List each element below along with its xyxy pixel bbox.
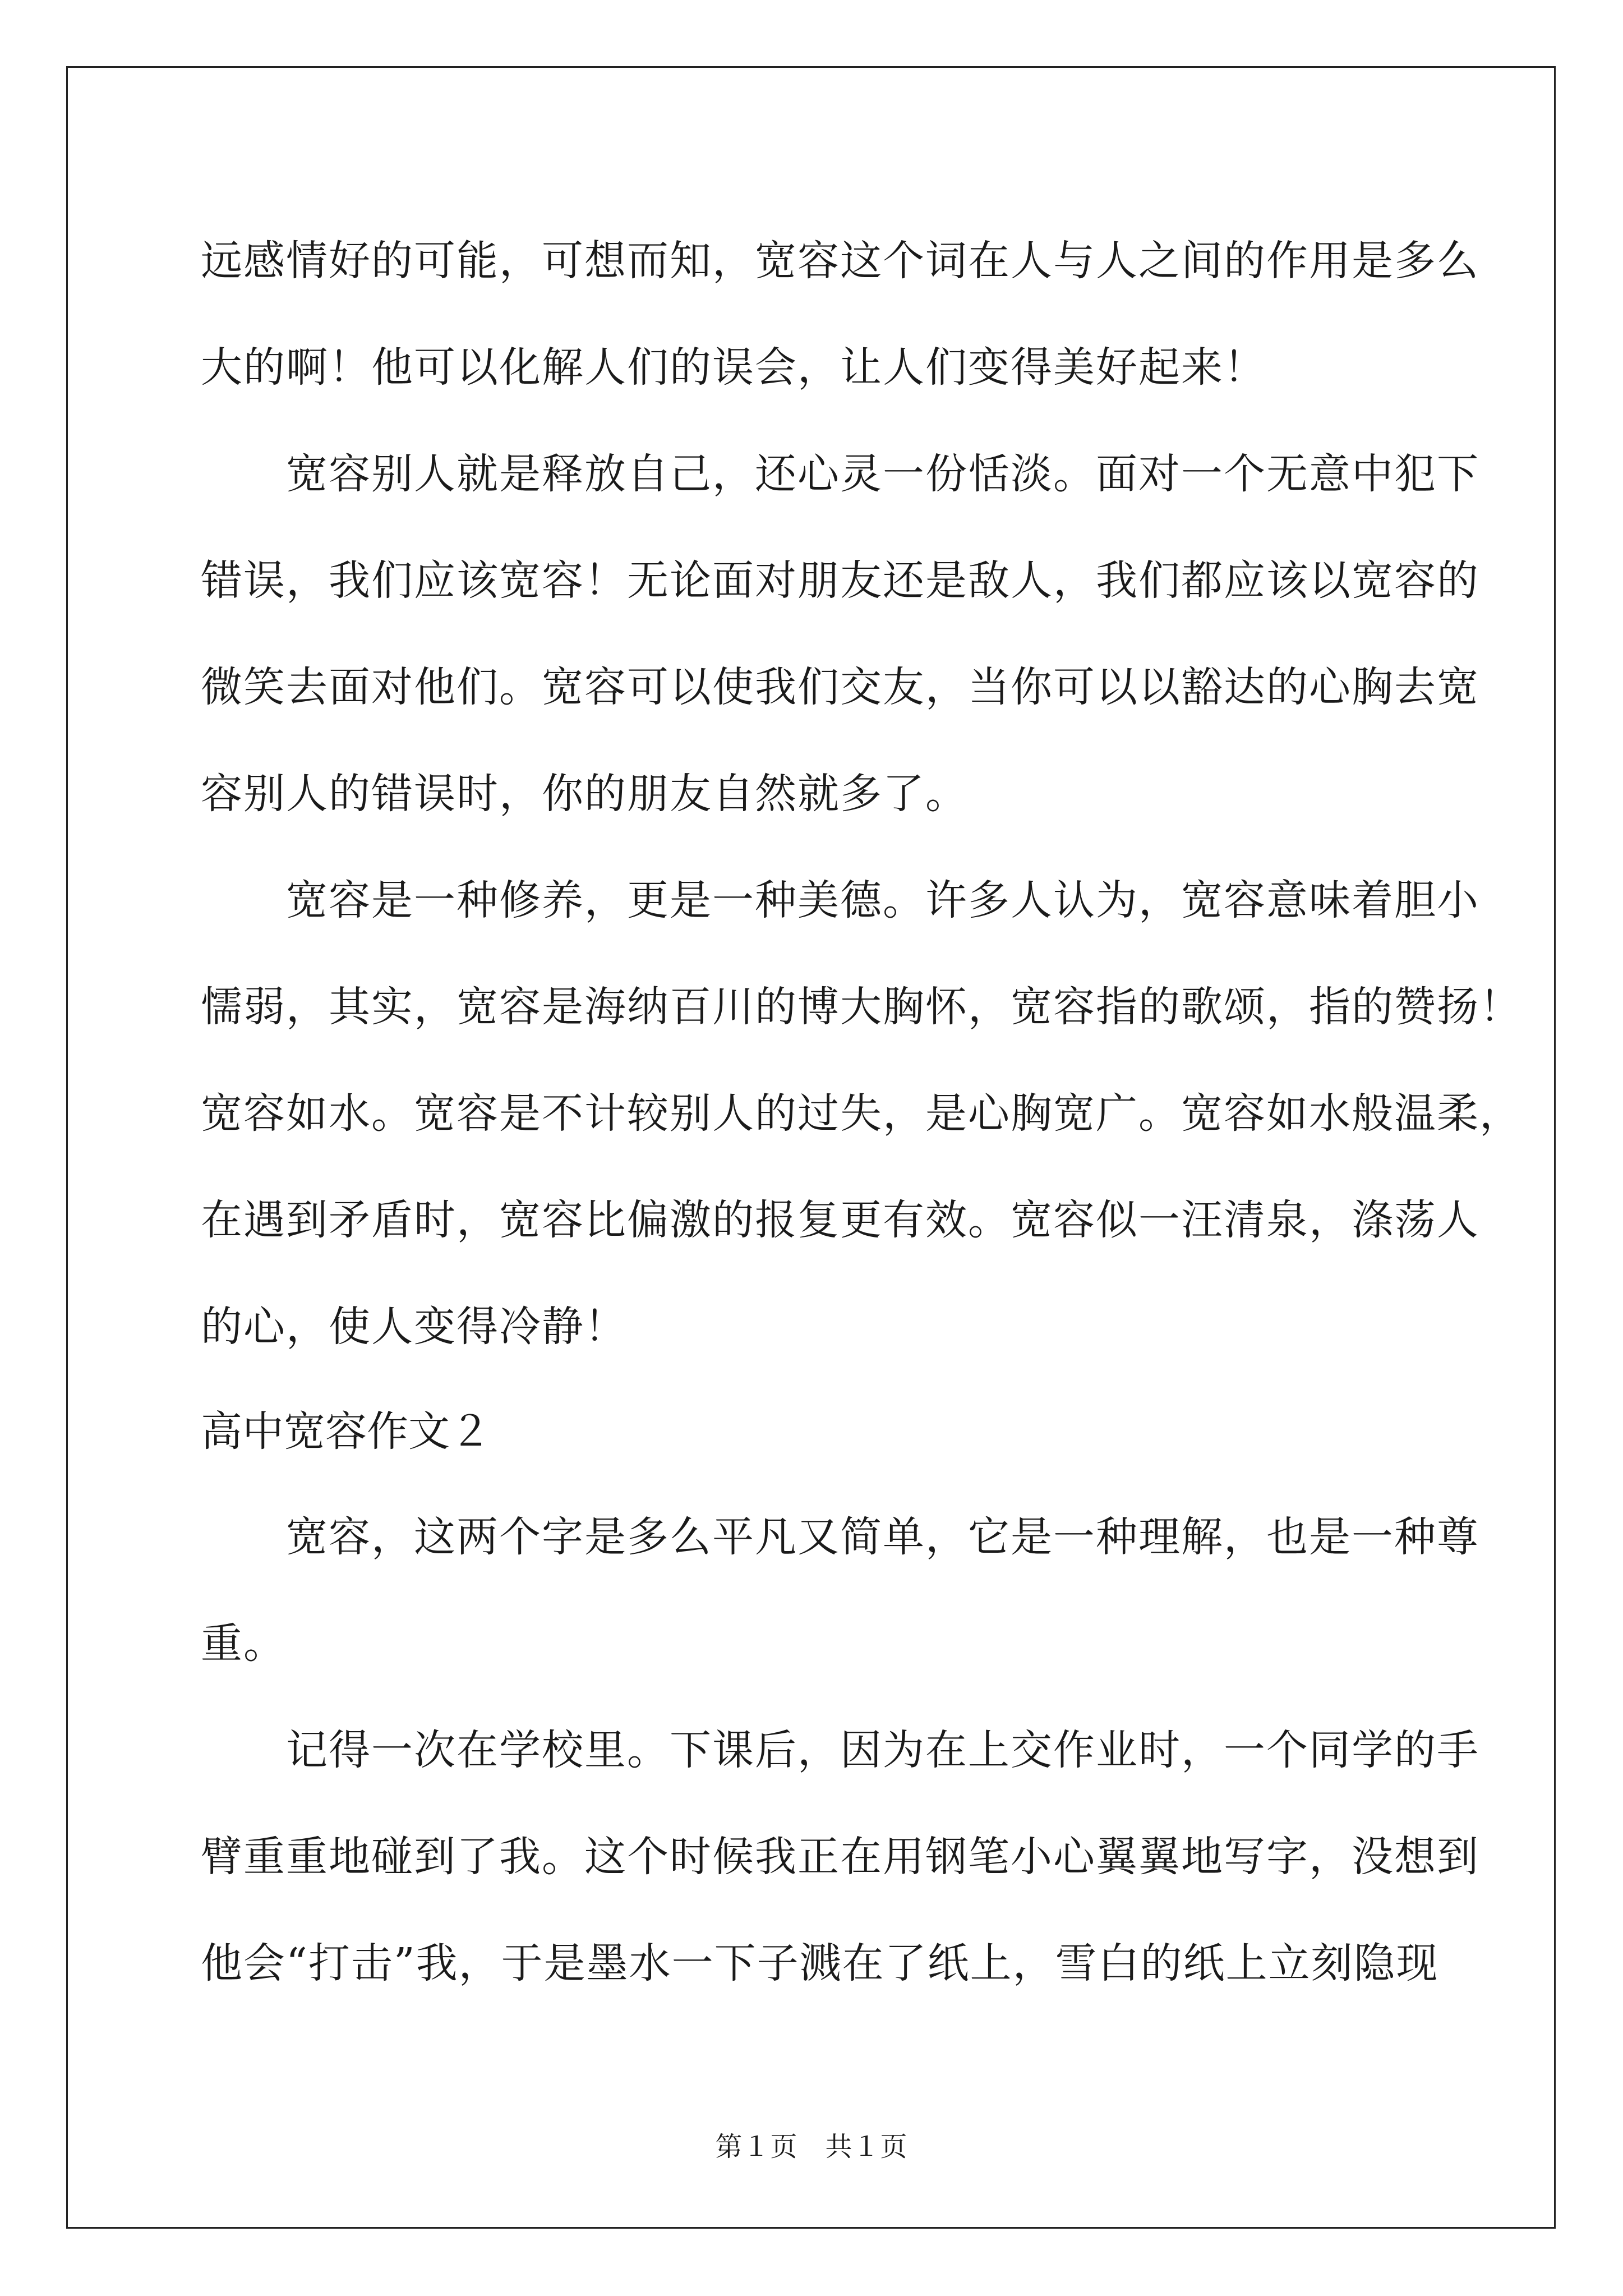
page-footer: 第１页 共１页 — [715, 2131, 908, 2162]
document-body — [201, 208, 1522, 2017]
text-line: 的心，使人变得冷静！ — [201, 1303, 627, 1351]
text-line: 容别人的错误时，你的朋友自然就多了。 — [201, 770, 968, 818]
text-line: 大的啊！他可以化解人们的误会，让人们变得美好起来！ — [201, 343, 1266, 392]
section-heading: 高中宽容作文２ — [201, 1407, 491, 1456]
paragraph-start-line: 记得一次在学校里。下课后，因为在上交作业时，一个同学的手 — [286, 1726, 1479, 1774]
paragraph-start-line: 宽容别人就是释放自己，还心灵一份恬淡。面对一个无意中犯下 — [286, 450, 1479, 498]
text-line: 他会“打击”我，于是墨水一下子溅在了纸上，雪白的纸上立刻隐现 — [201, 1939, 1439, 1987]
text-line: 微笑去面对他们。宽容可以使我们交友，当你可以以豁达的心胸去宽 — [201, 663, 1479, 711]
text-line: 重。 — [201, 1619, 286, 1668]
paragraph-start-line: 宽容是一种修养，更是一种美德。许多人认为，宽容意味着胆小 — [286, 876, 1479, 924]
paragraph-start-line: 宽容，这两个字是多么平凡又简单，它是一种理解，也是一种尊 — [286, 1513, 1479, 1561]
text-line: 远感情好的可能，可想而知，宽容这个词在人与人之间的作用是多么 — [201, 237, 1479, 285]
text-line: 懦弱，其实，宽容是海纳百川的博大胸怀，宽容指的歌颂，指的赞扬！ — [201, 983, 1522, 1031]
text-line: 臂重重地碰到了我。这个时候我正在用钢笔小心翼翼地写字，没想到 — [201, 1833, 1479, 1881]
text-line: 宽容如水。宽容是不计较别人的过失，是心胸宽广。宽容如水般温柔， — [201, 1089, 1522, 1138]
text-line: 错误，我们应该宽容！无论面对朋友还是敌人，我们都应该以宽容的 — [201, 556, 1479, 605]
text-line: 在遇到矛盾时，宽容比偏激的报复更有效。宽容似一汪清泉，涤荡人 — [201, 1196, 1479, 1244]
